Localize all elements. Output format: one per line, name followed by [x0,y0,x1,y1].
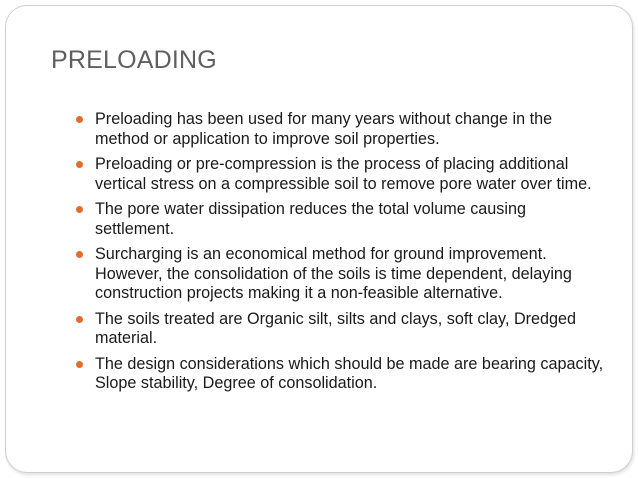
list-item [76,155,606,194]
list-item [76,110,606,149]
slide-title: PRELOADING [51,46,217,74]
bullet-text: Preloading or pre-compression is the process of placing additional vertical stress on a compressible soil to remove pore water over time. [95,155,592,193]
list-item [76,355,606,394]
bullet-dot-icon [76,251,83,258]
bullet-text: The soils treated are Organic silt, silts and clays, soft clay, Dredged material. [95,309,577,347]
list-item [76,200,606,239]
slide-frame [5,5,633,473]
bullet-dot-icon [76,361,83,368]
bullet-dot-icon [76,316,83,323]
list-item [76,245,606,304]
bullet-text: Surcharging is an economical method for ground improvement. However, the consolidation of the soils is time dependent, delaying construction projects making it a non-feasible alternative. [95,245,572,302]
bullet-dot-icon [76,206,83,213]
bullet-text: Preloading has been used for many years without change in the method or application to improve soil properties. [95,110,553,148]
bullet-dot-icon [76,116,83,123]
bullet-text: The pore water dissipation reduces the total volume causing settlement. [95,200,527,238]
bullet-text: The design considerations which should be made are bearing capacity, Slope stability, Degree of consolidation. [95,354,604,392]
bullet-dot-icon [76,161,83,168]
list-item [76,310,606,349]
bullet-list [76,110,606,400]
